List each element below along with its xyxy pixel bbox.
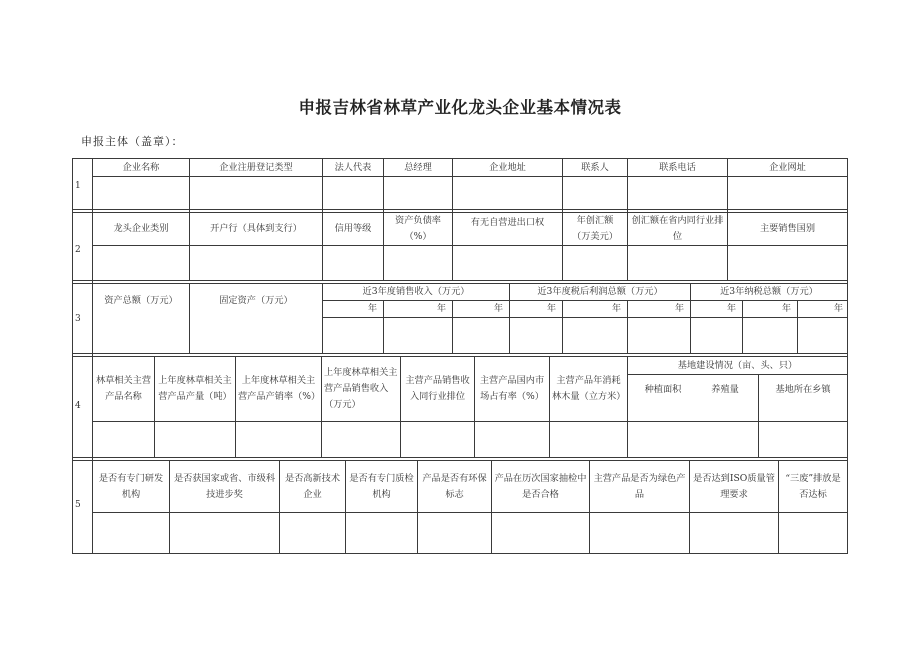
header-planting-area: 种植面积 <box>644 384 682 395</box>
header-credit-rating: 信用等级 <box>334 223 372 234</box>
header-iso-quality: 是否达到ISO质量管理要求 <box>693 472 775 500</box>
table-line <box>92 421 848 422</box>
header-eco-label: 产品是否有环保标志 <box>422 472 487 500</box>
header-enterprise-address: 企业地址 <box>489 161 526 173</box>
header-total-assets: 资产总额（万元） <box>104 294 178 306</box>
row-number: 4 <box>75 401 81 411</box>
year-label: 年 <box>546 302 556 314</box>
header-sales-revenue: 上年度林草相关主营产品销售收入（万元） <box>324 367 398 410</box>
year-label: 年 <box>674 302 684 314</box>
header-bank: 开户行（具体到支行） <box>210 223 302 234</box>
header-enterprise-category: 龙头企业类别 <box>113 223 169 234</box>
header-registration-type: 企业注册登记类型 <box>219 161 293 173</box>
header-import-export-right: 有无自营进出口权 <box>470 217 545 228</box>
table-line <box>562 158 563 280</box>
header-base-construction: 基地建设情况（亩、头、只） <box>677 359 798 371</box>
year-label: 年 <box>726 302 736 314</box>
page-title: 申报吉林省林草产业化龙头企业基本情况表 <box>298 98 622 117</box>
header-main-product-name: 林草相关主营产品名称 <box>95 375 152 402</box>
table-line <box>72 280 848 281</box>
table-line <box>72 353 848 354</box>
header-tech-award: 是否获国家或省、市级科技进步奖 <box>173 472 276 500</box>
table-line <box>92 176 848 177</box>
header-website: 企业网址 <box>769 161 806 173</box>
year-label: 年 <box>367 302 377 314</box>
header-green-product: 主营产品是否为绿色产品 <box>593 472 686 500</box>
year-label: 年 <box>436 302 446 314</box>
header-base-township: 基地所在乡镇 <box>775 384 831 395</box>
header-contact-phone: 联系电话 <box>659 161 696 173</box>
table-line <box>383 158 384 280</box>
header-legal-representative: 法人代表 <box>334 161 372 173</box>
header-exchange-ranking: 创汇额在省内同行业排位 <box>631 215 724 242</box>
row-number: 3 <box>75 314 81 324</box>
header-fixed-assets: 固定资产（万元） <box>219 294 293 306</box>
header-general-manager: 总经理 <box>404 161 432 173</box>
header-tax-3yr: 近3年纳税总额（万元） <box>720 286 818 297</box>
header-product-output: 上年度林草相关主营产品产量（吨） <box>158 375 232 402</box>
header-debt-ratio: 资产负债率（%） <box>395 215 441 242</box>
header-qc-institution: 是否有专门质检机构 <box>349 472 414 500</box>
header-industry-ranking: 主营产品销售收入同行业排位 <box>405 375 470 402</box>
year-label: 年 <box>833 302 843 314</box>
info-table <box>72 158 848 554</box>
table-line <box>72 457 848 458</box>
table-line <box>92 512 848 513</box>
header-high-tech: 是否高新技术企业 <box>284 472 341 500</box>
header-profit-3yr: 近3年度税后利润总额（万元） <box>537 286 663 297</box>
row-number: 2 <box>75 245 81 255</box>
table-line <box>72 553 848 554</box>
header-contact-person: 联系人 <box>581 161 609 173</box>
header-waste-emission: “三废”排放是否达标 <box>785 472 841 500</box>
table-line <box>847 158 848 554</box>
header-spot-check: 产品在历次国家抽检中是否合格 <box>494 472 587 500</box>
header-market-share: 主营产品国内市场占有率（%） <box>479 375 545 402</box>
header-timber-consumption: 主营产品年消耗林木量（立方米） <box>552 375 626 402</box>
header-sales-countries: 主要销售国别 <box>759 223 816 234</box>
header-breeding-volume: 养殖量 <box>711 384 739 395</box>
row-number: 1 <box>75 181 81 191</box>
applicant-label: 申报主体（盖章）： <box>81 135 184 148</box>
header-foreign-exchange: 年创汇额（万美元） <box>572 215 618 242</box>
header-sales-3yr: 近3年度销售收入（万元） <box>362 286 470 297</box>
year-label: 年 <box>611 302 621 314</box>
year-label: 年 <box>493 302 503 314</box>
table-line <box>322 317 848 318</box>
header-rnd-institution: 是否有专门研发机构 <box>98 472 164 500</box>
header-sales-rate: 上年度林草相关主营产品产销率（%） <box>238 375 321 402</box>
year-label: 年 <box>781 302 791 314</box>
table-line <box>72 158 73 554</box>
table-line <box>92 245 848 246</box>
row-number: 5 <box>75 500 81 510</box>
header-enterprise-name: 企业名称 <box>122 161 160 173</box>
